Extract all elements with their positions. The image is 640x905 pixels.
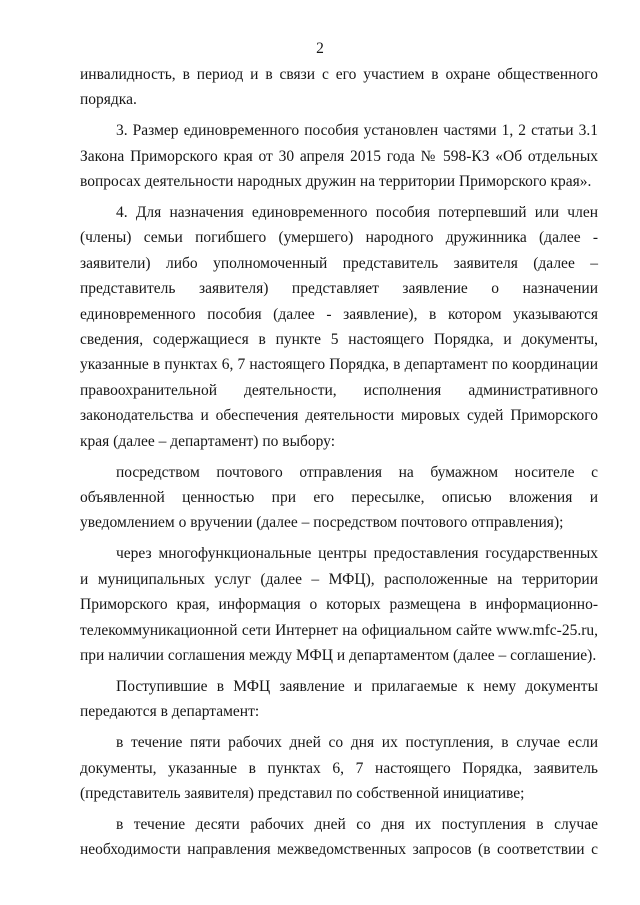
paragraph-item-3: 3. Размер единовременного пособия установлен частями 1, 2 статьи 3.1 Закона Приморского края от 30 апреля 2015 года № 598-КЗ «Об отдельных вопросах деятельности народных дружин на территории Приморского края». xyxy=(80,122,598,191)
paragraph-item-4: 4. Для назначения единовременного пособия потерпевший или член (члены) семьи погибшего (умершего) народного дружинника (далее - заявители) либо уполномоченный представитель заявителя (далее – представитель заявителя) представляет заявление о назначении единовременного пособия (далее - заявление), в котором указываются сведения, содержащиеся в пункте 5 настоящего Порядка, и документы, указанные в пунктах 6, 7 настоящего Порядка, в департамент по координации правоохранительной деятельности, исполнения административного законодательства и обеспечения деятельности мировых судей Приморского края (далее – департамент) по выбору: xyxy=(80,204,598,450)
paragraph-postal-option: посредством почтового отправления на бумажном носителе с объявленной ценностью при его пересылке, описью вложения и уведомлением о вручении (далее – посредством почтового отправления); xyxy=(80,463,598,532)
page-number: 2 xyxy=(316,40,324,57)
document-body xyxy=(80,62,598,868)
paragraph-mfc-transfer: Поступившие в МФЦ заявление и прилагаемые к нему документы передаются в департамент: xyxy=(80,677,598,721)
paragraph-five-days: в течение пяти рабочих дней со дня их поступления, в случае если документы, указанные в пунктах 6, 7 настоящего Порядка, заявитель (представитель заявителя) представил по собственной инициативе; xyxy=(80,734,598,802)
paragraph-mfc-option: через многофункциональные центры предоставления государственных и муниципальных услуг (далее – МФЦ), расположенные на территории Приморского края, информация о которых размещена в информационно-телекоммуникационной сети Интернет на официальном сайте www.mfc-25.ru, при наличии соглашения между МФЦ и департаментом (далее – соглашение). xyxy=(80,545,598,664)
paragraph-ten-days: в течение десяти рабочих дней со дня их поступления в случае необходимости направления межведомственных запросов (в соответствии с xyxy=(80,815,598,859)
paragraph-continuation: инвалидность, в период и в связи с его участием в охране общественного порядка. xyxy=(80,66,598,109)
